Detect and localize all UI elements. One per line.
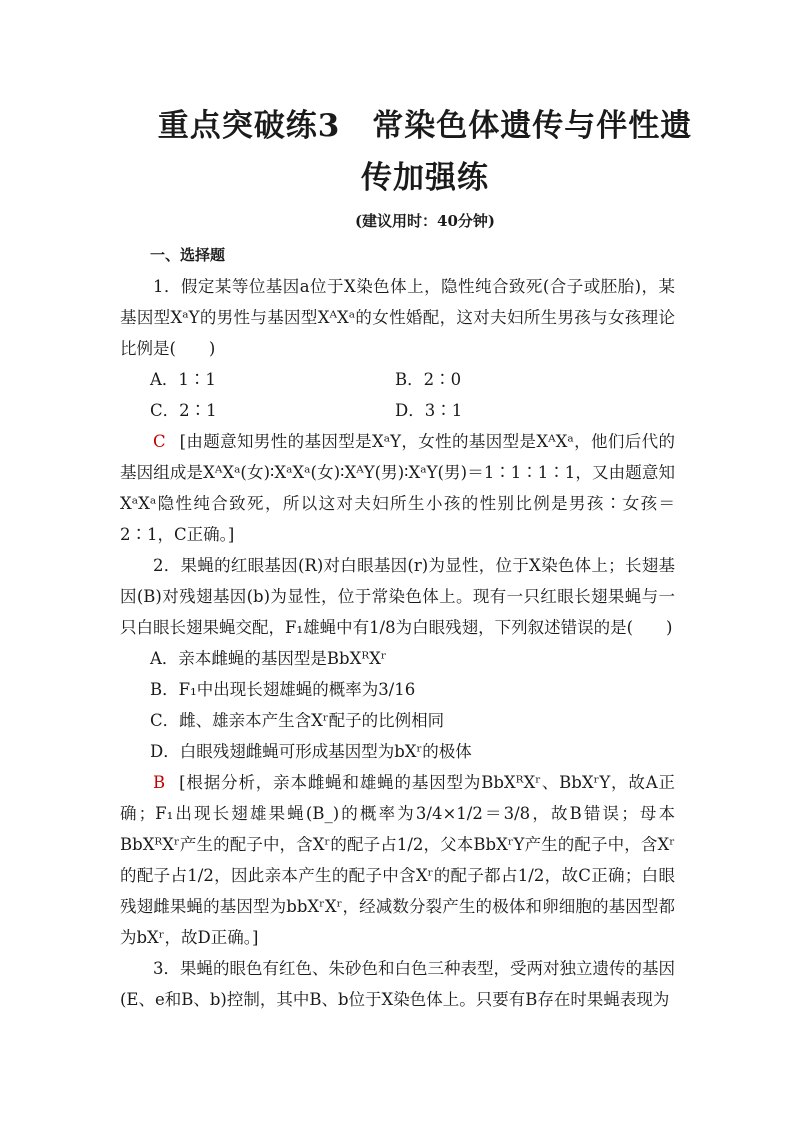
q1-option-b: B．2∶0 bbox=[395, 370, 462, 389]
question-2-stem: 2．果蝇的红眼基因(R)对白眼基因(r)为显性，位于X染色体上；长翅基因(B)对残翅基因(b)为显性，位于常染色体上。现有一只红眼长翅果蝇与一只白眼长翅果蝇交配，F₁雄蝇中有1/8为白眼残翅，下列叙述错误的是( ) bbox=[120, 556, 675, 637]
q2-option-b: B．F₁中出现长翅雄蝇的概率为3/16 bbox=[150, 680, 416, 699]
q2-option-d: D．白眼残翅雌蝇可形成基因型为bXʳ的极体 bbox=[150, 742, 472, 761]
suggested-time: (建议用时：40分钟) bbox=[354, 212, 496, 230]
q2-option-a: A．亲本雌蝇的基因型是BbXᴿXʳ bbox=[150, 649, 387, 668]
q1-option-a: A．1∶1 bbox=[150, 370, 216, 389]
page-title-line1: 重点突破练3 常染色体遗传与伴性遗 bbox=[157, 108, 693, 144]
q1-option-d: D．3∶1 bbox=[395, 401, 463, 420]
section-heading: 一、选择题 bbox=[150, 246, 226, 264]
document-body bbox=[120, 240, 675, 1015]
question-1-answer bbox=[120, 426, 675, 550]
question-3-stem: 3．果蝇的眼色有红色、朱砂色和白色三种表型，受两对独立遗传的基因(E、e和B、b)控制，其中B、b位于X染色体上。只要有B存在时果蝇表现为 bbox=[120, 959, 675, 1009]
q2-explanation: [根据分析，亲本雌蝇和雄蝇的基因型为BbXᴿXʳ、BbXʳY，故A正确；F₁出现长翅雄果蝇(B_)的概率为3/4×1/2＝3/8，故B错误；母本BbXᴿXʳ产生的配子中，含Xʳ的配子占1/2，父本BbXʳY产生的配子中，含Xʳ的配子占1/2，因此亲本产生的配子中含Xʳ的配子都占1/2，故C正确；白眼残翅雌果蝇的基因型为bbXʳXʳ，经减数分裂产生的极体和卵细胞的基因型都为bXʳ，故D正确。] bbox=[120, 773, 675, 947]
question-1-options-row2 bbox=[120, 395, 675, 426]
q2-option-c: C．雌、雄亲本产生含Xʳ配子的比例相同 bbox=[150, 711, 445, 730]
q1-explanation: [由题意知男性的基因型是XᵃY，女性的基因型是XᴬXᵃ，他们后代的基因组成是XᴬXᵃ(女)∶XᵃXᵃ(女)∶XᴬY(男)∶XᵃY(男)＝1∶1∶1∶1，又由题意知XᵃXᵃ隐性纯合致死，所以这对夫妇所生小孩的性别比例是男孩∶女孩＝2∶1，C正确。] bbox=[120, 432, 675, 544]
question-1-options-row1 bbox=[120, 364, 675, 395]
q1-option-c: C．2∶1 bbox=[150, 401, 217, 420]
q2-answer-letter: B bbox=[153, 773, 166, 792]
q1-answer-letter: C bbox=[153, 432, 166, 451]
page-title-line2: 传加强练 bbox=[361, 160, 489, 196]
question-1-stem: 1．假定某等位基因a位于X染色体上，隐性纯合致死(合子或胚胎)，某基因型XᵃY的男性与基因型XᴬXᵃ的女性婚配，这对夫妇所生男孩与女孩理论比例是( ) bbox=[120, 277, 675, 358]
question-2-answer bbox=[120, 767, 675, 953]
